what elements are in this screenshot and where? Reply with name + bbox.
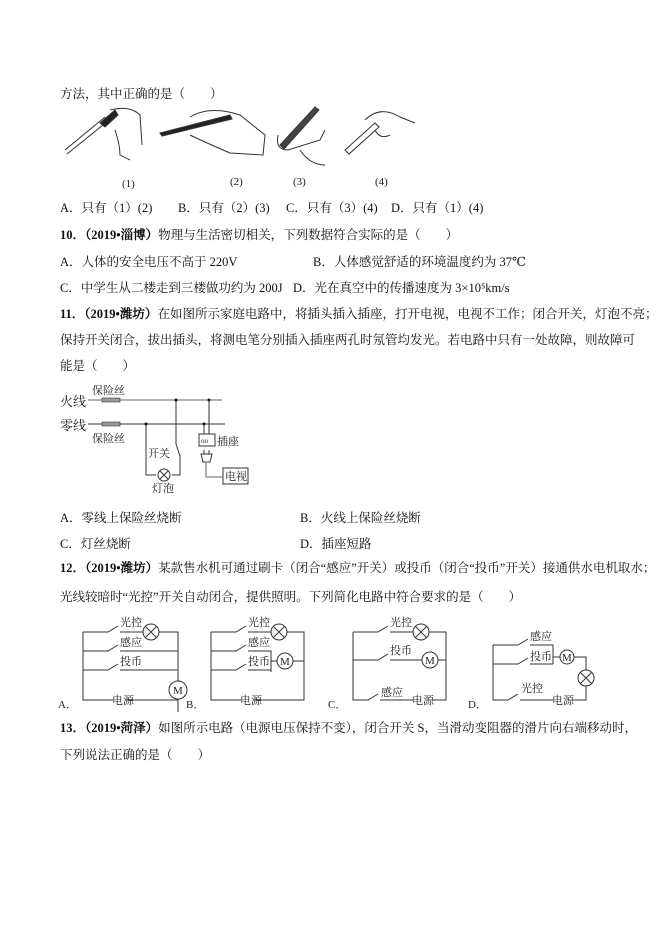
q11-stem-line3: 能是（ ） [60,359,136,373]
q13-stem-line2: 下列说法正确的是（ ） [60,748,211,762]
q13-stem-line1 [60,720,637,736]
light-switch-label: 光控 [521,683,543,695]
q9-figure-test-pen-grips [60,105,400,195]
q10-option-d[interactable]: D．光在真空中的传播速度为 3×10⁵km/s [293,281,510,295]
coin-switch-label: 投币 [120,656,142,668]
q9-option-c[interactable]: C．只有（3）(4) [286,201,378,215]
pen-grip-3-label: (3) [293,176,306,188]
light-switch-label: 光控 [390,617,412,629]
motor-label: M [562,652,572,664]
light-switch-label: 光控 [248,617,270,629]
q9-option-a[interactable]: A．只有（1）(2) [60,201,153,215]
motor-label: M [280,656,290,668]
socket-holes: oo [201,437,208,445]
q11-text: 在如图所示家庭电路中，将插头插入插座，打开电视，电视不工作；闭合开关，灯泡不亮； [157,307,658,321]
coin-switch-label: 投币 [248,656,270,668]
q12-circuit-d[interactable] [468,629,594,711]
motor-label: M [173,685,183,697]
q11-option-d[interactable]: D．插座短路 [300,537,372,551]
power-label: 电源 [552,695,574,707]
sense-switch-label: 感应 [120,637,142,649]
tv-label: 电视 [225,471,247,483]
q11-stem-line2: 保持开关闭合，拔出插头，将测电笔分别插入插座两孔时氖管均发光。若电路中只有一处故障，则故障可 [60,333,636,347]
q12-circuit-a[interactable] [58,615,187,712]
sense-switch-label: 感应 [530,631,552,643]
power-label: 电源 [112,695,134,707]
q11-option-b[interactable]: B．火线上保险丝烧断 [300,511,421,525]
coin-switch-label: 投币 [530,651,552,663]
q11-option-c[interactable]: C．灯丝烧断 [60,537,131,551]
q10-option-b[interactable]: B．人体感觉舒适的环境温度约为 37℃ [313,255,526,269]
pen-grip-2-label: (2) [230,176,243,188]
pen-grip-3-image [277,107,325,165]
q12-number: 12．（2019•潍坊） [60,561,159,575]
q12-circuit-b[interactable] [186,615,304,711]
q13-text: 如图所示电路（电源电压保持不变），闭合开关 S，当滑动变阻器的滑片向右端移动时， [158,721,637,735]
sense-switch-label: 感应 [248,637,270,649]
q10-stem [60,227,458,243]
fuse-neutral-label: 保险丝 [92,433,125,445]
neutral-wire-label: 零线 [60,418,87,433]
q10-option-c[interactable]: C．中学生从二楼走到三楼做功约为 200J [60,281,283,295]
q12-option-a-label: A． [58,699,77,711]
q12-circuit-options [58,612,618,712]
motor-label: M [425,655,435,667]
q11-number: 11．（2019•潍坊） [60,307,158,321]
q10-number: 10．（2019•淄博） [60,228,159,242]
live-wire-label: 火线 [60,394,87,409]
q12-text: 某款售水机可通过刷卡（闭合“感应”开关）或投币（闭合“投币”开关）接通供水电机取水； [158,561,656,575]
power-label: 电源 [240,695,262,707]
pen-grip-4-label: (4) [375,176,388,188]
q13-number: 13．（2019•菏泽） [60,721,159,735]
q12-option-b-label: B． [186,699,205,711]
bulb-label: 灯泡 [152,483,174,495]
q12-circuit-c[interactable] [328,615,446,711]
sense-switch-label: 感应 [381,687,403,699]
pen-grip-1-image [65,108,142,160]
q11-stem-line1 [60,306,657,322]
q12-option-c-label: C． [328,699,347,711]
light-switch-label: 光控 [120,617,142,629]
pen-grip-4-image [345,112,415,154]
socket-label: 插座 [217,436,239,448]
coin-switch-label: 投币 [390,645,412,657]
q9-option-b[interactable]: B．只有（2）(3) [178,201,270,215]
pen-grip-2-image [160,110,265,155]
q11-household-circuit-diagram [60,380,260,495]
q12-stem-line1 [60,560,655,576]
q12-option-d-label: D． [468,699,487,711]
q10-text: 物理与生活密切相关，下列数据符合实际的是（ ） [158,228,459,242]
fuse-live-label: 保险丝 [92,385,125,397]
q9-option-d[interactable]: D．只有（1）(4) [391,201,484,215]
q12-stem-line2: 光线较暗时“光控”开关自动闭合，提供照明。下列简化电路中符合要求的是（ ） [60,590,522,604]
q11-option-a[interactable]: A．零线上保险丝烧断 [60,511,182,525]
power-label: 电源 [412,695,434,707]
q10-option-a[interactable]: A．人体的安全电压不高于 220V [60,255,238,269]
q9-stem-tail: 方法，其中正确的是（ ） [60,87,223,101]
pen-grip-1-label: (1) [122,178,135,190]
switch-label: 开关 [148,448,170,460]
